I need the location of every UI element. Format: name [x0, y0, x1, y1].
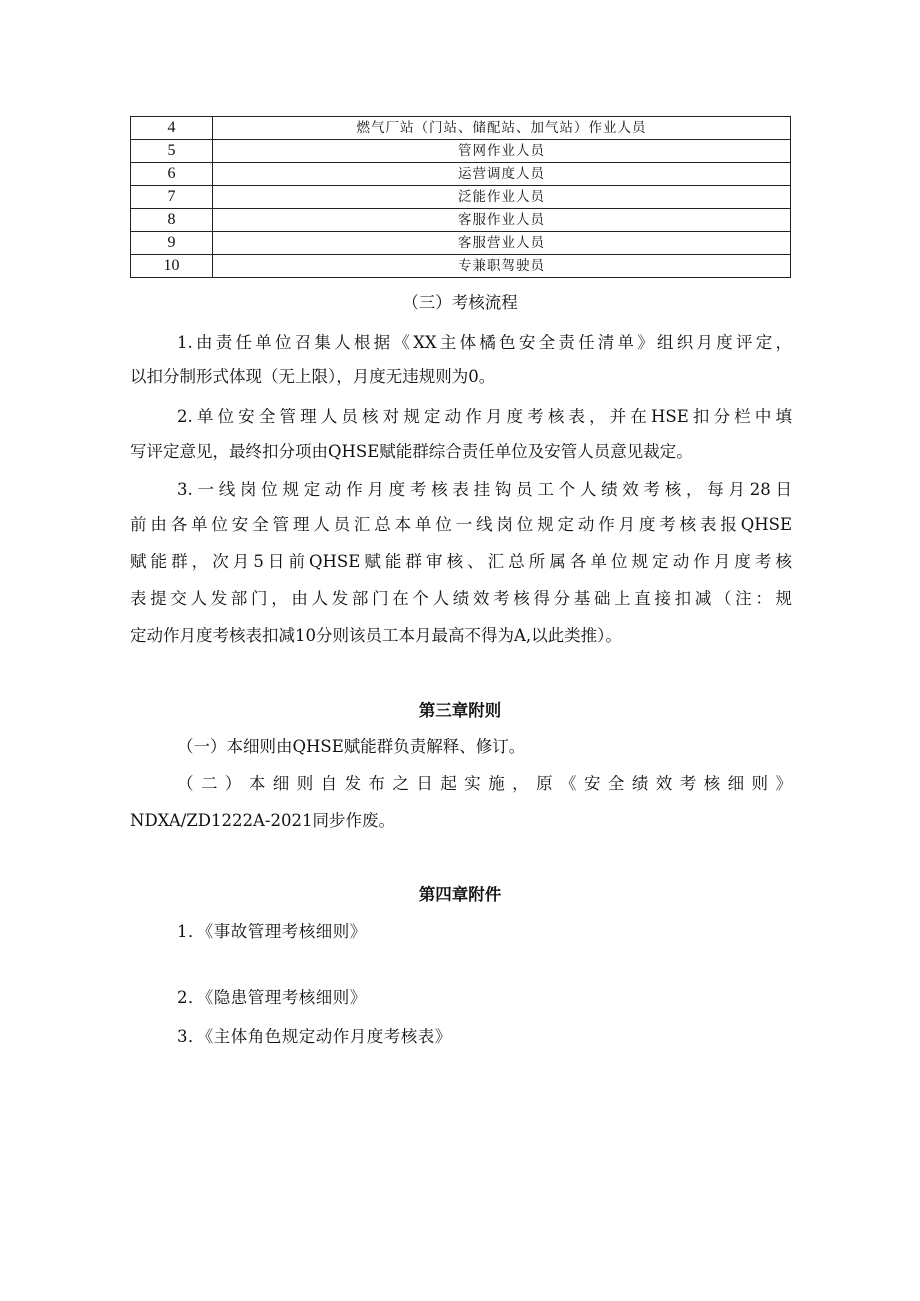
section-heading: （三）考核流程	[402, 293, 518, 312]
paragraph-3-line-3: 赋能群，次月5日前QHSE赋能群审核、汇总所属各单位规定动作月度考核	[130, 552, 792, 571]
table-row	[131, 232, 791, 255]
paragraph-2-line-2: 写评定意见，最终扣分项由QHSE赋能群综合责任单位及安管人员意见裁定。	[130, 442, 693, 461]
paragraph-3-line-5: 定动作月度考核表扣减10分则该员工本月最高不得为A,以此类推）。	[130, 626, 622, 645]
paragraph-1-line-2: 以扣分制形式体现（无上限），月度无违规则为0。	[130, 367, 496, 386]
table-row	[131, 255, 791, 278]
attachment-1: 1．《事故管理考核细则》	[177, 922, 367, 941]
table-row	[131, 117, 791, 140]
row-number: 9	[131, 232, 213, 255]
paragraph-1-line-1: 1.由责任单位召集人根据《XX主体橘色安全责任清单》组织月度评定，	[177, 333, 792, 352]
table-row	[131, 163, 791, 186]
chapter-3-item-2-line-2: NDXA/ZD1222A-2021同步作废。	[130, 811, 395, 830]
row-number: 4	[131, 117, 213, 140]
paragraph-3-line-2: 前由各单位安全管理人员汇总本单位一线岗位规定动作月度考核表报QHSE	[130, 515, 792, 534]
row-role: 专兼职驾驶员	[213, 255, 791, 278]
row-role: 泛能作业人员	[213, 186, 791, 209]
row-role: 客服营业人员	[213, 232, 791, 255]
attachment-3: 3．《主体角色规定动作月度考核表》	[177, 1027, 452, 1046]
row-role: 管网作业人员	[213, 140, 791, 163]
row-number: 7	[131, 186, 213, 209]
chapter-3-item-2-line-1: （二）本细则自发布之日起实施，原《安全绩效考核细则》	[177, 774, 792, 793]
row-number: 6	[131, 163, 213, 186]
table-row	[131, 209, 791, 232]
personnel-table	[130, 116, 791, 278]
row-role: 客服作业人员	[213, 209, 791, 232]
paragraph-3-line-4: 表提交人发部门，由人发部门在个人绩效考核得分基础上直接扣减（注：规	[130, 589, 792, 608]
row-role: 燃气厂站（门站、储配站、加气站）作业人员	[213, 117, 791, 140]
row-number: 5	[131, 140, 213, 163]
table-row	[131, 140, 791, 163]
paragraph-2-line-1: 2.单位安全管理人员核对规定动作月度考核表，并在HSE扣分栏中填	[177, 407, 792, 426]
table-row	[131, 186, 791, 209]
row-role: 运营调度人员	[213, 163, 791, 186]
chapter-4-title: 第四章附件	[418, 885, 502, 904]
attachment-2: 2．《隐患管理考核细则》	[177, 988, 367, 1007]
chapter-3-item-1: （一）本细则由QHSE赋能群负责解释、修订。	[177, 737, 526, 756]
paragraph-3-line-1: 3.一线岗位规定动作月度考核表挂钩员工个人绩效考核，每月28日	[177, 480, 792, 499]
row-number: 8	[131, 209, 213, 232]
chapter-3-title: 第三章附则	[418, 701, 502, 720]
row-number: 10	[131, 255, 213, 278]
